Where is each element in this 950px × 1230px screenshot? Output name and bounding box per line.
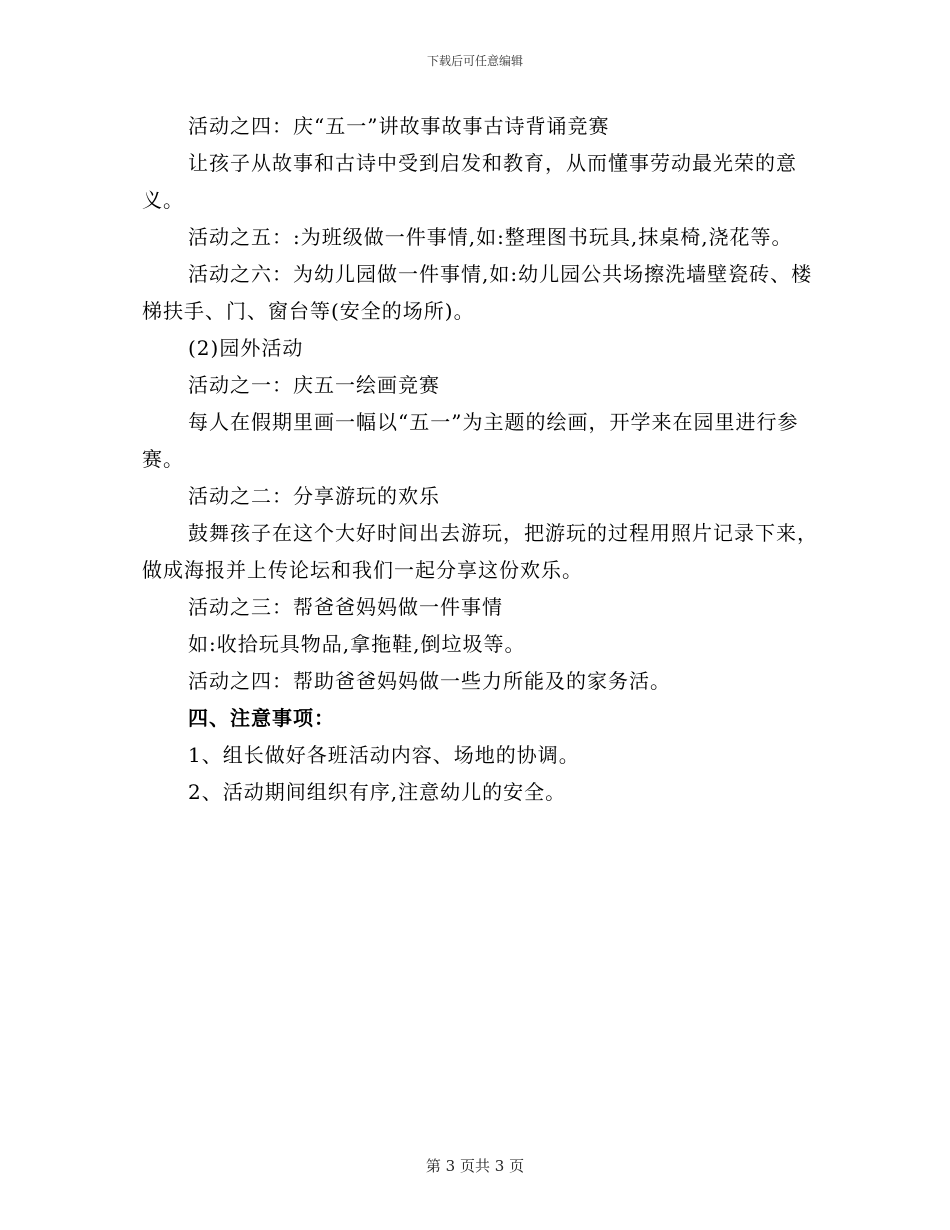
paragraph-note-1: 1、组长做好各班活动内容、场地的协调。 (188, 743, 580, 767)
paragraph-outdoor-activity-2-title: 活动之二：分享游玩的欢乐 (188, 484, 440, 508)
paragraph-outdoor-activity-3-title: 活动之三：帮爸爸妈妈做一件事情 (188, 595, 503, 619)
paragraph-activity-4-desc: 让孩子从故事和古诗中受到启发和教育，从而懂事劳动最光荣的意义。 (142, 151, 797, 212)
paragraph-outdoor-activity-4: 活动之四：帮助爸爸妈妈做一些力所能及的家务活。 (188, 669, 671, 693)
paragraph-activity-4-title: 活动之四：庆“五一”讲故事故事古诗背诵竞赛 (188, 114, 610, 138)
paragraph-activity-6: 活动之六：为幼儿园做一件事情,如:幼儿园公共场擦洗墙壁瓷砖、楼梯扶手、门、窗台等(安全的场所)。 (142, 262, 813, 323)
paragraph-outdoor-activity-2-desc: 鼓舞孩子在这个大好时间出去游玩，把游玩的过程用照片记录下来，做成海报并上传论坛和我们一起分享这份欢乐。 (142, 521, 818, 582)
document-body (142, 108, 822, 811)
paragraph-note-2: 2、活动期间组织有序,注意幼儿的安全。 (188, 780, 567, 804)
section-outdoor-activities: (2)园外活动 (188, 336, 304, 360)
paragraph-activity-5: 活动之五：:为班级做一件事情,如:整理图书玩具,抹桌椅,浇花等。 (188, 225, 793, 249)
paragraph-outdoor-activity-1-desc: 每人在假期里画一幅以“五一”为主题的绘画，开学来在园里进行参赛。 (142, 410, 799, 471)
page-header: 下载后可任意编辑 (426, 54, 523, 68)
paragraph-outdoor-activity-3-desc: 如:收拾玩具物品,拿拖鞋,倒垃圾等。 (188, 632, 526, 656)
page-footer: 第 3 页共 3 页 (425, 1157, 525, 1175)
section-heading-notes: 四、注意事项： (188, 706, 335, 730)
paragraph-outdoor-activity-1-title: 活动之一：庆五一绘画竞赛 (188, 373, 440, 397)
